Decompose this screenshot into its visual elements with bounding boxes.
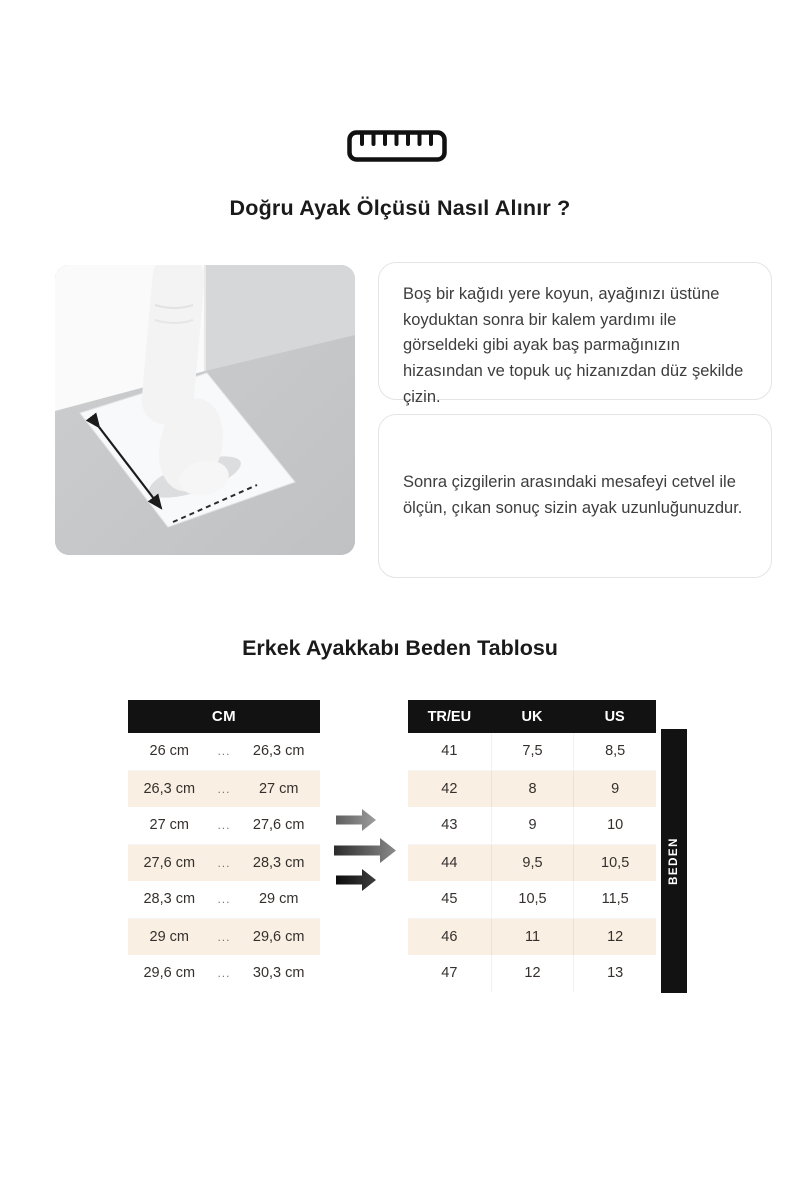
cm-table-row — [128, 807, 320, 845]
range-dots: ... — [217, 855, 231, 870]
international-table-body — [408, 733, 656, 992]
cm-table-row — [128, 919, 320, 956]
ruler-icon — [347, 130, 447, 162]
cm-from-value: 29,6 cm — [143, 965, 196, 982]
cm-from-value: 26,3 cm — [143, 780, 196, 797]
size-table-row — [408, 881, 656, 919]
us-header-label: US — [604, 708, 625, 725]
range-dots: ... — [217, 781, 231, 796]
us-value: 13 — [573, 955, 656, 992]
size-table-row — [408, 955, 656, 992]
uk-value: 12 — [491, 955, 574, 992]
cm-to-value: 27,6 cm — [252, 817, 305, 834]
page-title: Doğru Ayak Ölçüsü Nasıl Alınır ? — [229, 196, 571, 220]
international-table-header — [408, 700, 656, 733]
size-table-row — [408, 919, 656, 956]
range-dots: ... — [217, 818, 231, 833]
tr-eu-value: 43 — [441, 817, 458, 834]
us-value: 8,5 — [573, 733, 656, 770]
cm-table-row — [128, 733, 320, 771]
cm-from-value: 28,3 cm — [143, 891, 196, 908]
range-dots: ... — [217, 929, 231, 944]
uk-value: 11 — [491, 919, 574, 956]
cm-from-value: 29 cm — [149, 928, 190, 945]
cm-to-value: 29,6 cm — [252, 928, 305, 945]
instruction-step-1 — [378, 262, 772, 406]
range-dots: ... — [217, 966, 231, 981]
us-value: 11,5 — [573, 881, 656, 918]
cm-size-table — [128, 700, 320, 992]
uk-value: 10,5 — [491, 881, 574, 918]
size-table-row — [408, 807, 656, 845]
instruction-step-1-text: Boş bir kağıdı yere koyun, ayağınızı üstüne koyduktan sonra bir kalem yardımı ile görseldeki gibi ayak baş parmağınızın hizasından ve topuk uç hizanızdan düz şekilde çizin. — [403, 285, 744, 406]
us-value: 12 — [573, 919, 656, 956]
size-table-title: Erkek Ayakkabı Beden Tablosu — [242, 636, 558, 660]
uk-value: 9,5 — [491, 845, 574, 882]
cm-header-label: CM — [211, 708, 237, 725]
tr-eu-value: 46 — [441, 928, 458, 945]
uk-value: 8 — [491, 771, 574, 808]
cm-from-value: 26 cm — [149, 743, 190, 760]
cm-from-value: 27,6 cm — [143, 854, 196, 871]
uk-value: 9 — [491, 807, 574, 844]
cm-to-value: 28,3 cm — [252, 854, 305, 871]
cm-table-body — [128, 733, 320, 992]
size-table-row — [408, 771, 656, 808]
us-value: 9 — [573, 771, 656, 808]
tr-eu-header-label: TR/EU — [427, 708, 472, 725]
size-table-row — [408, 845, 656, 882]
cm-table-row — [128, 771, 320, 808]
uk-header-label: UK — [521, 708, 543, 725]
tr-eu-value: 47 — [441, 965, 458, 982]
range-dots: ... — [217, 892, 231, 907]
size-table-row — [408, 733, 656, 771]
us-value: 10 — [573, 807, 656, 844]
instruction-step-2-text: Sonra çizgilerin arasındaki mesafeyi cetvel ile ölçün, çıkan sonuç sizin ayak uzunluğunuzdur. — [403, 473, 743, 517]
us-value: 10,5 — [573, 845, 656, 882]
cm-from-value: 27 cm — [149, 817, 190, 834]
cm-table-row — [128, 881, 320, 919]
tr-eu-value: 41 — [441, 743, 458, 760]
uk-value: 7,5 — [491, 733, 574, 770]
range-dots: ... — [217, 744, 231, 759]
instruction-step-2 — [378, 414, 772, 578]
cm-to-value: 30,3 cm — [252, 965, 305, 982]
cm-to-value: 29 cm — [258, 891, 299, 908]
foot-on-paper-illustration — [55, 265, 355, 555]
cm-table-header — [128, 700, 320, 733]
cm-to-value: 27 cm — [258, 780, 299, 797]
cm-table-row — [128, 845, 320, 882]
foot-measurement-photo — [55, 265, 355, 555]
tr-eu-value: 45 — [441, 891, 458, 908]
beden-label-text: BEDEN — [668, 837, 681, 885]
beden-vertical-label — [661, 729, 687, 993]
cm-table-row — [128, 955, 320, 992]
tr-eu-value: 42 — [441, 780, 458, 797]
international-size-table — [408, 700, 656, 992]
cm-to-value: 26,3 cm — [252, 743, 305, 760]
tr-eu-value: 44 — [441, 854, 458, 871]
